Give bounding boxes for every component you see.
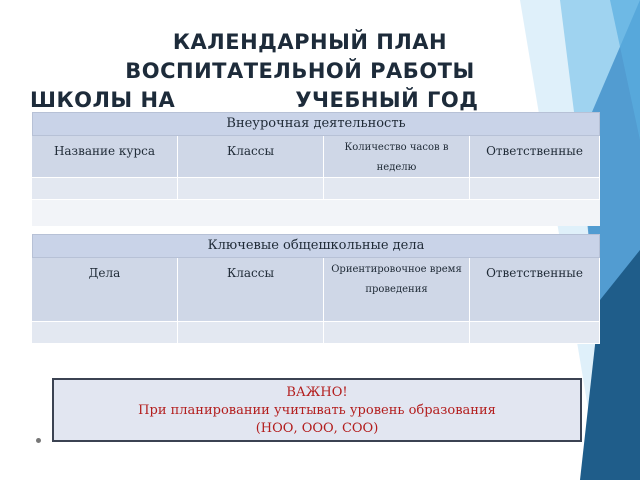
title-line-1: КАЛЕНДАРНЫЙ ПЛАН: [172, 30, 448, 54]
table2-cell[interactable]: [32, 322, 178, 344]
table1-spacer: [32, 200, 600, 226]
title-line-3-end: УЧЕБНЫЙ ГОД: [295, 88, 479, 112]
table1-cell[interactable]: [470, 178, 600, 200]
table1-col-responsible: Ответственные: [470, 136, 600, 178]
notice-text: При планировании учитывать уровень образования: [138, 403, 496, 418]
school-events-table: [32, 234, 600, 344]
title-line-3: [0, 86, 600, 115]
extracurricular-table: [32, 112, 600, 226]
bullet-dot: [36, 438, 41, 443]
title-line-2: ВОСПИТАТЕЛЬНОЙ РАБОТЫ: [125, 59, 475, 83]
table1-cell[interactable]: [178, 178, 324, 200]
table2-col-time: Ориентировочное время проведения: [324, 258, 470, 322]
table1-cell[interactable]: [324, 178, 470, 200]
table2-col-responsible: Ответственные: [470, 258, 600, 322]
table2-cell[interactable]: [470, 322, 600, 344]
table1-col-hours: Количество часов в неделю: [324, 136, 470, 178]
table2-heading: Ключевые общешкольные дела: [32, 234, 600, 258]
table2-cell[interactable]: [178, 322, 324, 344]
table2-cell[interactable]: [324, 322, 470, 344]
notice-levels: (НОО, ООО, СОО): [255, 421, 379, 436]
table1-heading: Внеурочная деятельность: [32, 112, 600, 136]
table2-col-events: Дела: [32, 258, 178, 322]
table1-cell[interactable]: [32, 178, 178, 200]
page-title: [0, 28, 600, 115]
table1-col-classes: Классы: [178, 136, 324, 178]
title-line-3-start: ШКОЛЫ НА: [30, 88, 176, 112]
table2-col-classes: Классы: [178, 258, 324, 322]
notice-heading: ВАЖНО!: [286, 385, 348, 400]
table1-col-course: Название курса: [32, 136, 178, 178]
important-notice: [52, 378, 582, 442]
